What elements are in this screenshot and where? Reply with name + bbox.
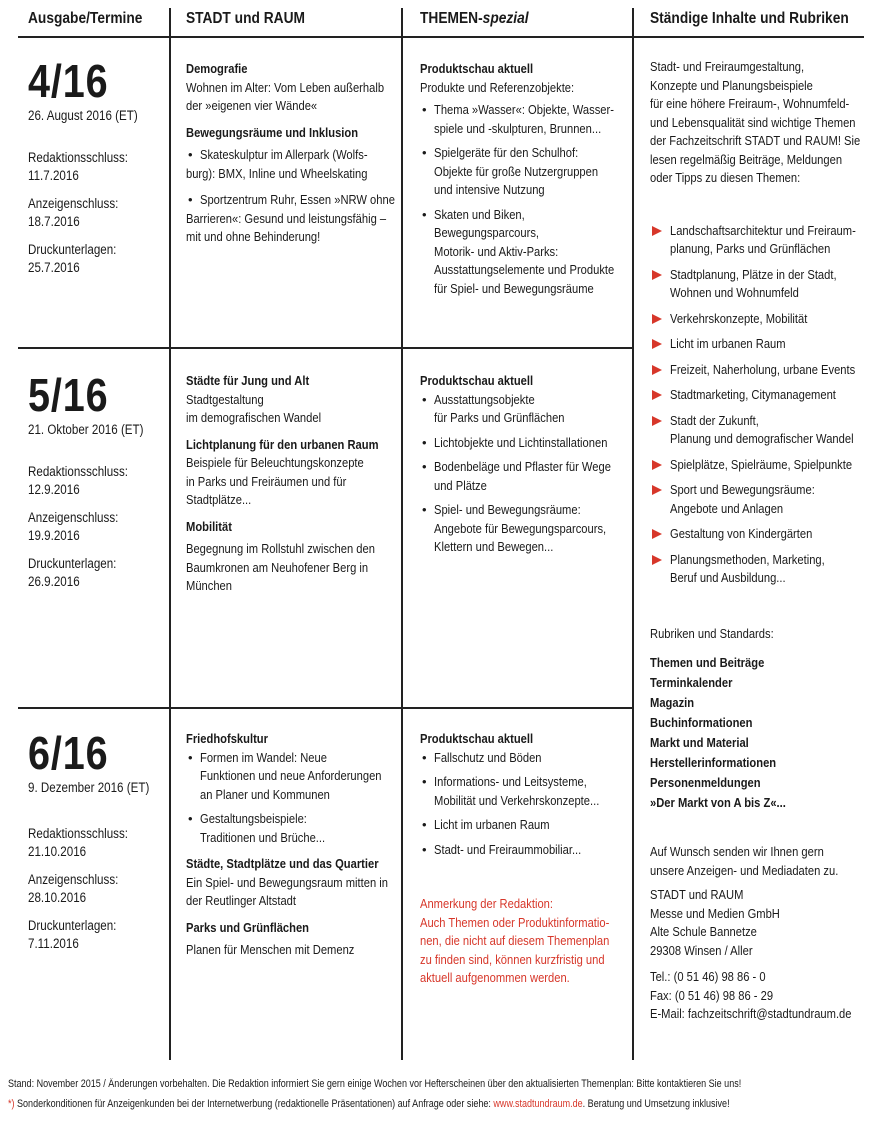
sidebar-topic-list <box>650 222 875 588</box>
triangle-bullet-icon <box>652 226 662 236</box>
deadline-druck: Druckunterlagen: 7.11.2016 <box>28 918 117 951</box>
triangle-bullet-icon <box>652 460 662 470</box>
themen-topics-4-16: Produktschau aktuell Produkte und Referenzobjekte: • Thema »Wasser«: Objekte, Wasser- spiele und -skulpturen, Brunnen... • Spielgeräte für den Schulhof: Objekte für große Nutzergruppen und intensive Nutzung • Skaten und Biken, Bewegungsparcours, Motorik- und Aktiv-Parks: Ausstattungselemente und Produkte für Spiel- und Bewegungsräume <box>420 60 630 298</box>
deadline-druck: Druckunterlagen: 26.9.2016 <box>28 556 117 589</box>
list-item: Gestaltung von Kindergärten <box>650 525 875 544</box>
contact-tel: Tel.: (0 51 46) 98 86 - 0 <box>650 969 766 984</box>
triangle-bullet-icon <box>652 485 662 495</box>
contact-fax: Fax: (0 51 46) 98 86 - 29 <box>650 987 774 1003</box>
issue-date: 26. August 2016 (ET) <box>28 108 138 123</box>
list-item: Stadt der Zukunft, Planung und demografischer Wandel <box>650 412 875 449</box>
list-item: Verkehrskonzepte, Mobilität <box>650 310 875 329</box>
deadline-anzeigen: Anzeigenschluss: 19.9.2016 <box>28 510 119 543</box>
triangle-bullet-icon <box>652 416 662 426</box>
deadline-redaktion: Redaktionsschluss: 11.7.2016 <box>28 150 129 183</box>
footer-note: Stand: November 2015 / Änderungen vorbehalten. Die Redaktion informiert Sie gern einige Wochen vor Hefterscheinen über den aktualisierten Themenplan: Bitte kontaktieren Sie uns! <box>8 1078 742 1090</box>
column-divider-1 <box>169 8 171 1060</box>
editorial-note: Anmerkung der Redaktion: Auch Themen oder Produktinformatio- nen, die nicht auf diesem Themenplan zu finden sind, können kurzfristig und aktuell aufgenommen werden. <box>420 896 610 985</box>
issue-number: 6/16 <box>28 727 109 779</box>
sidebar-intro: Stadt- und Freiraumgestaltung, Konzepte und Planungsbeispiele für eine höhere Freiraum-, Wohnumfeld- und Lebensqualität sind wichtige Themen der Fachzeitschrift STADT und RAUM! Sie lesen regelmäßig Beiträge, Meldungen oder Tipps zu diesen Themen: <box>650 59 861 185</box>
list-item: Sport und Bewegungsräume: Angebote und Anlagen <box>650 481 875 518</box>
list-item: Freizeit, Naherholung, urbane Events <box>650 361 875 380</box>
issue-date: 21. Oktober 2016 (ET) <box>28 422 144 437</box>
rubrics-list: Themen und Beiträge Terminkalender Magazin Buchinformationen Markt und Material Herstellerinformationen Personenmeldungen »Der Markt von A bis Z«... <box>650 655 786 810</box>
deadline-redaktion: Redaktionsschluss: 21.10.2016 <box>28 826 129 859</box>
sidebar <box>650 58 875 1024</box>
stadt-topics-6-16: Friedhofskultur • Formen im Wandel: Neue Funktionen und neue Anforderungen an Planer und Kommunen • Gestaltungsbeispiele: Traditionen und Brüche... Städte, Stadtplätze und das Quartier Ein Spiel- und Bewegungsraum mitten in der Reutlinger Altstadt Parks und Grünflächen Planen für Menschen mit Demenz <box>186 730 398 960</box>
contact-email[interactable]: E-Mail: fachzeitschrift@stadtundraum.de <box>650 1006 852 1021</box>
deadline-anzeigen: Anzeigenschluss: 18.7.2016 <box>28 196 119 229</box>
header-ausgabe-termine: Ausgabe/Termine <box>28 10 143 27</box>
mediadaten-offer: Auf Wunsch senden wir Ihnen gern unsere Anzeigen- und Mediadaten zu. <box>650 844 839 878</box>
publisher-address: STADT und RAUM Messe und Medien GmbH Alte Schule Bannetze 29308 Winsen / Aller <box>650 887 780 958</box>
themen-topics-5-16: Produktschau aktuell • Ausstattungsobjekte für Parks und Grünflächen • Lichtobjekte und Lichtinstallationen • Bodenbeläge und Pflaster für Wege und Plätze • Spiel- und Bewegungsräume: Angebote für Bewegungsparcours, Klettern und Bewegen... <box>420 372 630 557</box>
list-item: Spielplätze, Spielräume, Spielpunkte <box>650 456 875 475</box>
column-divider-2 <box>401 8 403 1060</box>
triangle-bullet-icon <box>652 555 662 565</box>
header-themen-spezial: THEMEN-spezial <box>420 10 529 27</box>
stadt-topics-5-16: Städte für Jung und Alt Stadtgestaltung im demografischen Wandel Lichtplanung für den urbanen Raum Beispiele für Beleuchtungskonzepte in Parks und Freiräumen und für Stadtplätze... Mobilität Begegnung im Rollstuhl zwischen den Baumkronen am Neuhofener Berg in München <box>186 373 379 593</box>
triangle-bullet-icon <box>652 339 662 349</box>
triangle-bullet-icon <box>652 390 662 400</box>
list-item: Landschaftsarchitektur und Freiraum- planung, Parks und Grünflächen <box>650 222 875 259</box>
row-divider-2 <box>18 707 632 709</box>
issue-number: 5/16 <box>28 369 109 421</box>
row-divider-1 <box>18 347 632 349</box>
footer-conditions: *) Sonderkonditionen für Anzeigenkunden bei der Internetwerbung (redaktionelle Präsentationen) auf Anfrage oder siehe: www.stadtundraum.de. Beratung und Umsetzung inklusive! <box>8 1098 730 1110</box>
rubrics-title: Rubriken und Standards: <box>650 625 774 641</box>
issue-number: 4/16 <box>28 55 109 107</box>
deadline-druck: Druckunterlagen: 25.7.2016 <box>28 242 117 275</box>
triangle-bullet-icon <box>652 314 662 324</box>
header-divider <box>18 36 864 38</box>
triangle-bullet-icon <box>652 270 662 280</box>
deadline-redaktion: Redaktionsschluss: 12.9.2016 <box>28 464 129 497</box>
list-item: Stadtplanung, Plätze in der Stadt, Wohnen und Wohnumfeld <box>650 266 875 303</box>
issue-5-16 <box>28 370 162 591</box>
themen-topics-6-16: Produktschau aktuell • Fallschutz und Böden • Informations- und Leitsysteme, Mobilität und Verkehrskonzepte... • Licht im urbanen Raum • Stadt- und Freiraummobiliar... Anmerkung der Redaktion: Auch Themen oder Produktinformatio- nen, die nicht auf diesem Themenplan zu finden sind, können kurzfristig und aktuell aufgenommen werden. <box>420 730 630 988</box>
list-item: Stadtmarketing, Citymanagement <box>650 386 875 405</box>
list-item: Planungsmethoden, Marketing, Beruf und Ausbildung... <box>650 551 875 588</box>
header-staendige-inhalte: Ständige Inhalte und Rubriken <box>650 10 849 27</box>
triangle-bullet-icon <box>652 365 662 375</box>
issue-4-16 <box>28 56 156 277</box>
issue-date: 9. Dezember 2016 (ET) <box>28 780 150 795</box>
issue-6-16 <box>28 728 169 953</box>
website-link[interactable]: www.stadtundraum.de <box>493 1098 583 1110</box>
stadt-topics-4-16: Demografie Wohnen im Alter: Vom Leben außerhalb der »eigenen vier Wände« Bewegungsräume und Inklusion • Skateskulptur im Allerpark (Wolfs- burg): BMX, Inline und Wheelskating • Sportzentrum Ruhr, Essen »NRW ohne Barrieren«: Gesund und leistungsfähig – mit und ohne Behinderung! <box>186 60 398 247</box>
header-stadt-und-raum: STADT und RAUM <box>186 10 305 27</box>
triangle-bullet-icon <box>652 529 662 539</box>
deadline-anzeigen: Anzeigenschluss: 28.10.2016 <box>28 872 119 905</box>
list-item: Licht im urbanen Raum <box>650 335 875 354</box>
